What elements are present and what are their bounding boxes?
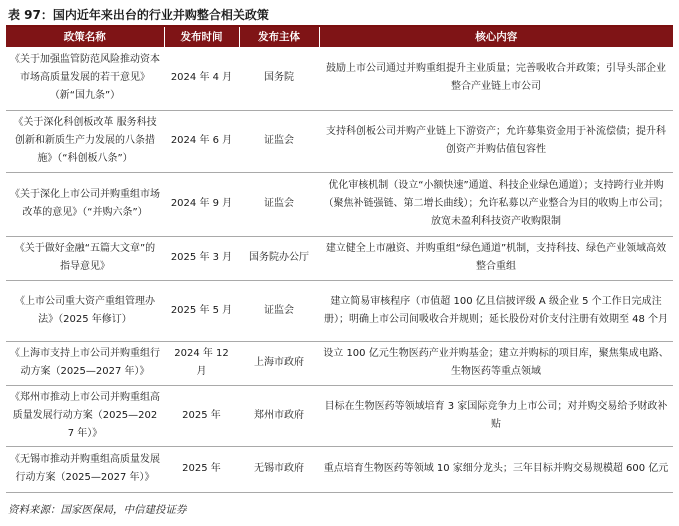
policy-name-cell: 《无锡市推动并购重组高质量发展行动方案（2025—2027 年）》 [6, 446, 164, 492]
policy-name-cell: 《上海市支持上市公司并购重组行动方案（2025—2027 年）》 [6, 341, 164, 385]
core-content-cell: 设立 100 亿元生物医药产业并购基金；建立并购标的项目库，聚焦集成电路、生物医药等重点领域 [319, 341, 673, 385]
release-date-cell: 2024 年 9 月 [164, 172, 239, 236]
table-row [6, 236, 673, 280]
issuer-cell: 郑州市政府 [239, 385, 319, 446]
table-row [6, 341, 673, 385]
release-date-cell: 2024 年 12 月 [164, 341, 239, 385]
issuer-cell: 上海市政府 [239, 341, 319, 385]
table-row [6, 172, 673, 236]
core-content-cell: 鼓励上市公司通过并购重组提升主业质量；完善吸收合并政策；引导头部企业整合产业链上市公司 [319, 47, 673, 110]
release-date-cell: 2025 年 5 月 [164, 280, 239, 341]
issuer-cell: 国务院办公厅 [239, 236, 319, 280]
release-date-cell: 2024 年 6 月 [164, 110, 239, 172]
issuer-cell: 无锡市政府 [239, 446, 319, 492]
core-content-cell: 目标在生物医药等领域培育 3 家国际竞争力上市公司；对并购交易给予财政补贴 [319, 385, 673, 446]
policy-table [6, 27, 673, 493]
table-row [6, 446, 673, 492]
core-content-cell: 优化审核机制（设立“小额快速”通道、科技企业绿色通道）；支持跨行业并购（聚焦补链强链、第二增长曲线）；允许私募以产业整合为目的收购上市公司；放宽未盈利科技资产收购限制 [319, 172, 673, 236]
issuer-cell: 证监会 [239, 172, 319, 236]
release-date-cell: 2025 年 [164, 446, 239, 492]
source-note: 资料来源：国家医保局，中信建投证券 [8, 504, 187, 516]
policy-name-cell: 《关于加强监管防范风险推动资本市场高质量发展的若干意见》（新“国九条”） [6, 47, 164, 110]
table-row [6, 110, 673, 172]
table-header-row [6, 27, 673, 47]
policy-name-cell: 《关于深化科创板改革 服务科技创新和新质生产力发展的八条措施》（“科创板八条”） [6, 110, 164, 172]
release-date-cell: 2025 年 3 月 [164, 236, 239, 280]
policy-name-cell: 《关于做好金融“五篇大文章”的指导意见》 [6, 236, 164, 280]
release-date-cell: 2024 年 4 月 [164, 47, 239, 110]
issuer-cell: 国务院 [239, 47, 319, 110]
core-content-cell: 重点培育生物医药等领域 10 家细分龙头；三年目标并购交易规模超 600 亿元 [319, 446, 673, 492]
core-content-cell: 建立健全上市融资、并购重组“绿色通道”机制，支持科技、绿色产业领域高效整合重组 [319, 236, 673, 280]
release-date-cell: 2025 年 [164, 385, 239, 446]
header-issuer: 发布主体 [239, 27, 319, 47]
header-release-date: 发布时间 [164, 27, 239, 47]
table-row [6, 280, 673, 341]
core-content-cell: 建立简易审核程序（市值超 100 亿且信披评级 A 级企业 5 个工作日完成注册）；明确上市公司间吸收合并规则；延长股份对价支付注册有效期至 48 个月 [319, 280, 673, 341]
table-row [6, 385, 673, 446]
policy-name-cell: 《上市公司重大资产重组管理办法》（2025 年修订） [6, 280, 164, 341]
header-core-content: 核心内容 [319, 27, 673, 47]
core-content-cell: 支持科创板公司并购产业链上下游资产；允许募集资金用于补流偿债；提升科创资产并购估值包容性 [319, 110, 673, 172]
header-policy-name: 政策名称 [6, 27, 164, 47]
issuer-cell: 证监会 [239, 280, 319, 341]
table-caption: 表 97：国内近年来出台的行业并购整合相关政策 [8, 8, 269, 22]
policy-name-cell: 《郑州市推动上市公司并购重组高质量发展行动方案（2025—2027 年）》 [6, 385, 164, 446]
policy-name-cell: 《关于深化上市公司并购重组市场改革的意见》（“并购六条”） [6, 172, 164, 236]
issuer-cell: 证监会 [239, 110, 319, 172]
table-row [6, 47, 673, 110]
